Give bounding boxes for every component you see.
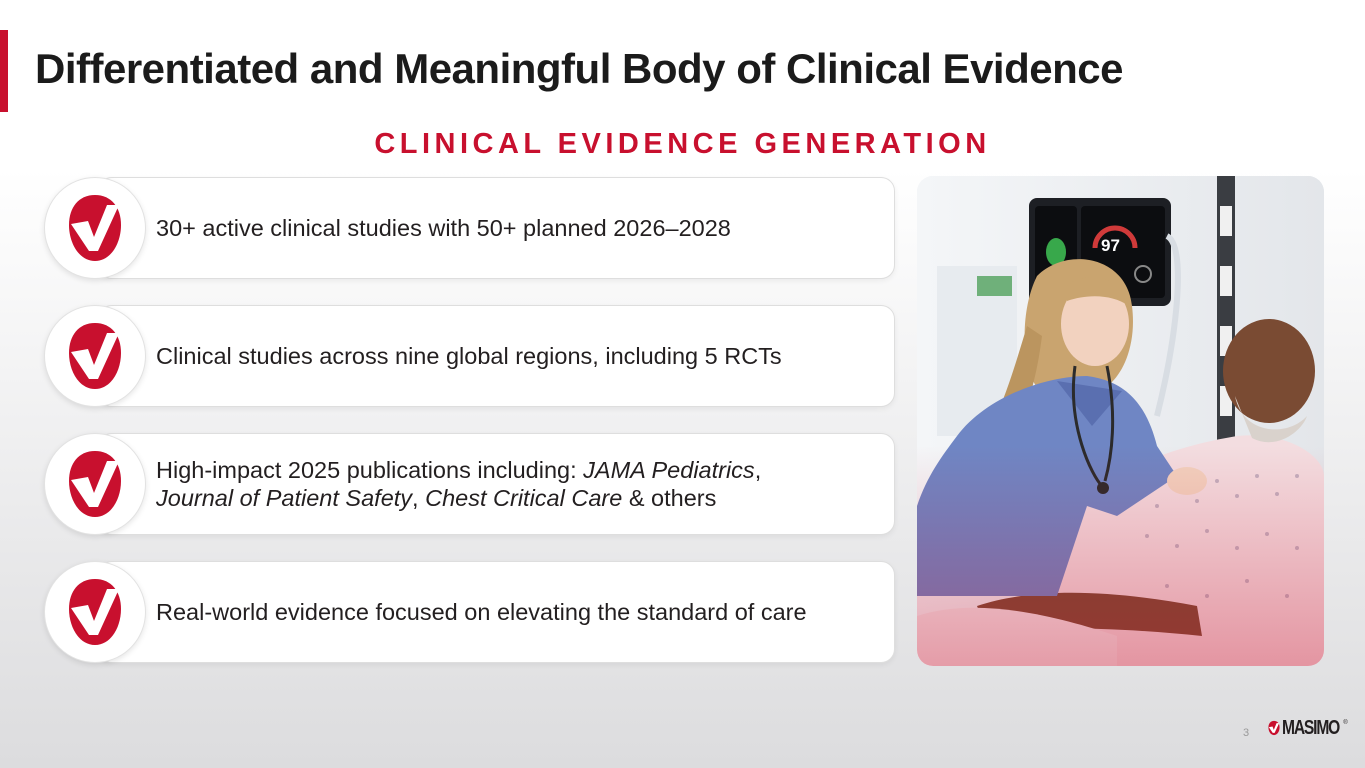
evidence-card-3 (98, 433, 895, 535)
icon-circle (44, 561, 146, 663)
masimo-check-icon (67, 321, 123, 391)
masimo-logo (1268, 716, 1348, 740)
page-title: Differentiated and Meaningful Body of Clinical Evidence (35, 45, 1123, 92)
masimo-logo-mark-icon (1268, 716, 1280, 740)
nurse-patient-illustration (917, 176, 1324, 666)
registered-mark: ® (1343, 720, 1348, 726)
masimo-check-icon (67, 193, 123, 263)
separator: , (754, 457, 762, 483)
icon-circle (44, 305, 146, 407)
text-prefix: High-impact 2025 publications including: (156, 457, 584, 483)
icon-circle (44, 433, 146, 535)
evidence-card-4 (98, 561, 895, 663)
masimo-check-icon (67, 577, 123, 647)
icon-circle (44, 177, 146, 279)
title-accent-bar (0, 30, 8, 112)
journal-name: JAMA Pediatrics (583, 457, 755, 483)
logo-wordmark: MASIMO (1282, 716, 1340, 739)
masimo-check-icon (67, 449, 123, 519)
clinical-photo (917, 176, 1324, 666)
journal-name: Journal of Patient Safety (156, 485, 413, 511)
evidence-card-text: Clinical studies across nine global regions, including 5 RCTs (156, 343, 782, 369)
evidence-card-2 (98, 305, 895, 407)
evidence-card-text (156, 456, 761, 512)
separator: , (412, 485, 426, 511)
evidence-card-1 (98, 177, 895, 279)
journal-name: Chest Critical Care (425, 485, 623, 511)
text-suffix: & others (622, 485, 717, 511)
page-number: 3 (1243, 727, 1250, 739)
section-heading: CLINICAL EVIDENCE GENERATION (374, 128, 991, 160)
evidence-card-text: Real-world evidence focused on elevating the standard of care (156, 599, 807, 625)
evidence-card-text: 30+ active clinical studies with 50+ planned 2026–2028 (156, 215, 731, 241)
